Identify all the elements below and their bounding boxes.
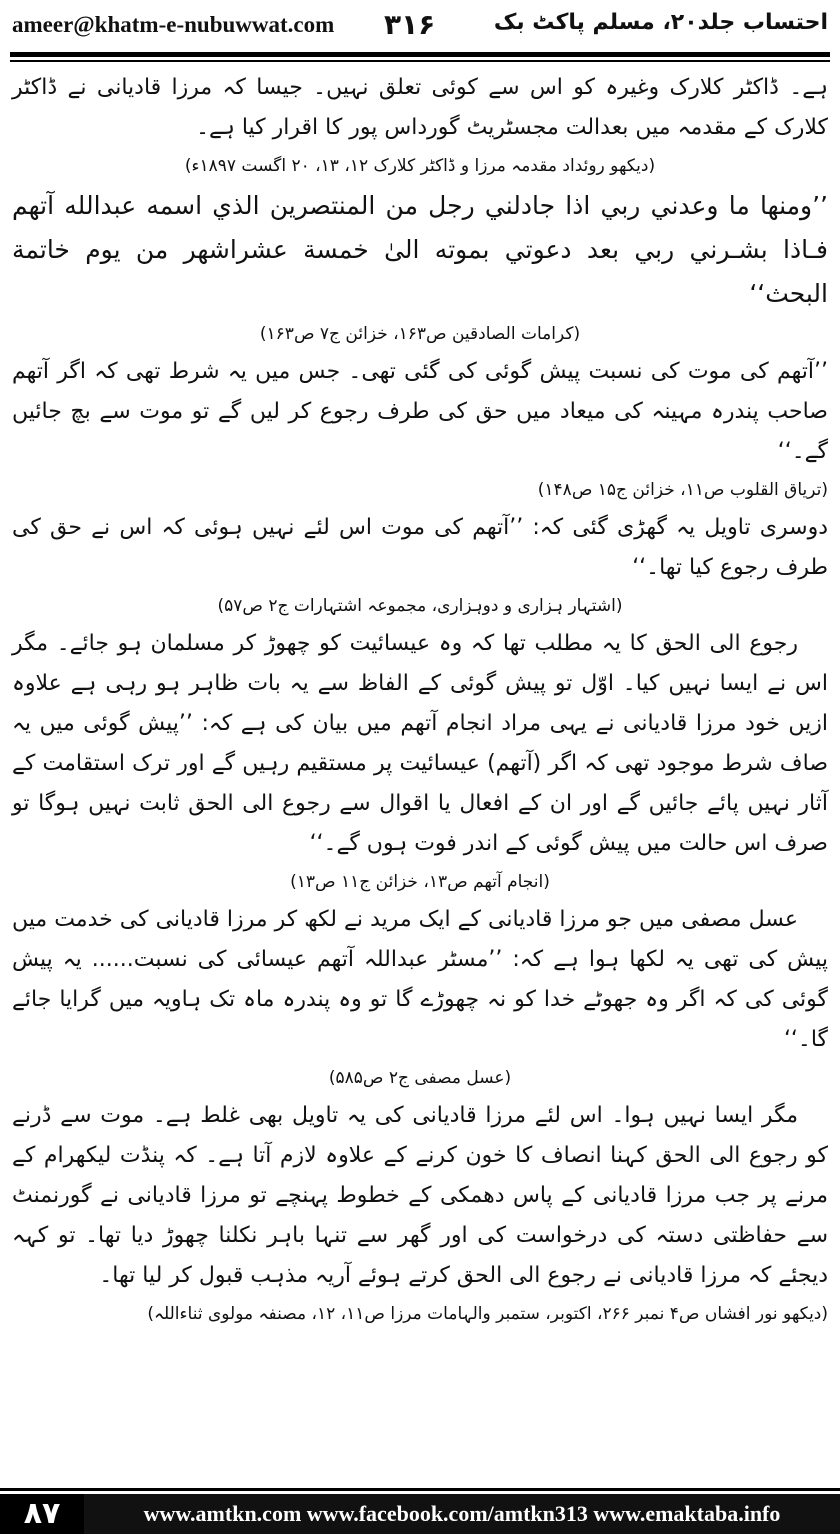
footer-rule bbox=[0, 1488, 840, 1491]
arabic-quote: ’’ومنها ما وعدني ربي اذا جادلني رجل من المنتصرين الذي اسمه عبدالله آتهم فـاذا بشـرني ربي بعد دعوتي بموته الیٰ خمسة عشراشهر من يوم خاتمة البحث‘‘ bbox=[12, 191, 828, 308]
citation-7: (دیکھو نور افشاں ص۴ نمبر ۲۶۶، اکتوبر، ستمبر والہامات مرزا ص۱۱، ۱۲، مصنفہ مولوی ثناءاللہ) bbox=[147, 1304, 828, 1324]
footer-page-number: ۸۷ bbox=[0, 1494, 84, 1534]
footer-links[interactable]: www.amtkn.com www.facebook.com/amtkn313 www.emaktaba.info bbox=[84, 1494, 840, 1534]
paragraph-2: ’’آتھم کی موت کی نسبت پیش گوئی کی گئی تھی۔ جس میں یہ شرط تھی کہ اگر آتھم صاحب پندرہ مہینہ کی میعاد میں حق کی طرف رجوع کر لیں گے تو موت سے بچ جائیں گے۔‘‘ bbox=[12, 359, 828, 464]
page-header bbox=[0, 0, 840, 52]
paragraph-5: عسل مصفی میں جو مرزا قادیانی کے ایک مرید نے لکھ کر مرزا قادیانی کی خدمت میں پیش کی تھی یہ لکھا ہوا ہے کہ: ’’مسٹر عبداللہ آتھم عیسائی کی نسبت...... یہ پیش گوئی کی کہ اگر وہ جھوٹے خدا کو نہ چھوڑے گا تو وہ پندرہ ماہ تک ہاویہ میں گرایا جائے گا۔‘‘ bbox=[12, 907, 828, 1052]
page-footer bbox=[0, 1488, 840, 1540]
header-rule-thin bbox=[10, 60, 830, 62]
page-body bbox=[12, 68, 828, 1332]
citation-4: (اشتہار ہزاری و دوہزاری، مجموعہ اشتہارات ج۲ ص۵۷) bbox=[217, 596, 623, 616]
citation-6: (عسل مصفی ج۲ ص۵۸۵) bbox=[328, 1068, 512, 1088]
citation-2: (کرامات الصادقین ص۱۶۳، خزائن ج۷ ص۱۶۳) bbox=[259, 324, 581, 344]
header-rule-thick bbox=[10, 52, 830, 57]
paragraph-1: ہے۔ ڈاکٹر کلارک وغیرہ کو اس سے کوئی تعلق نہیں۔ جیسا کہ مرزا قادیانی نے ڈاکٹر کلارک کے مقدمہ میں بعدالت مجسٹریٹ گورداس پور کا اقرار کیا ہے۔ bbox=[12, 75, 828, 140]
paragraph-6: مگر ایسا نہیں ہوا۔ اس لئے مرزا قادیانی کی یہ تاویل بھی غلط ہے۔ موت سے ڈرنے کو رجوع الی الحق کہنا انصاف کا خون کرنے کے علاوہ لازم آتا ہے۔ کہ پنڈت لیکھرام کے مرنے پر جب مرزا قادیانی کے پاس دھمکی کے خطوط پہنچے تو مرزا قادیانی نے گورنمنٹ سے حفاظتی دستہ کی درخواست کی اور گھر سے تنہا باہر نکلنا چھوڑ دیا تھا۔ تو کہہ دیجئے کہ مرزا قادیانی نے رجوع الی الحق کرتے ہوئے آریہ مذہب قبول کر لیا تھا۔ bbox=[12, 1103, 828, 1288]
header-page-number: ۳۱۶ bbox=[384, 8, 436, 41]
paragraph-3: دوسری تاویل یہ گھڑی گئی کہ: ’’آتھم کی موت اس لئے نہیں ہوئی کہ اس نے حق کی طرف رجوع کیا تھا۔‘‘ bbox=[12, 515, 828, 580]
citation-5: (انجام آتھم ص۱۳، خزائن ج۱۱ ص۱۳) bbox=[290, 872, 550, 892]
header-book-title: احتساب جلد۲۰، مسلم پاکٹ بک bbox=[493, 10, 828, 35]
citation-1: (دیکھو روئداد مقدمہ مرزا و ڈاکٹر کلارک ۱۲، ۱۳، ۲۰ اگست ۱۸۹۷ء) bbox=[184, 156, 656, 176]
header-email: ameer@khatm-e-nubuwwat.com bbox=[12, 12, 335, 37]
paragraph-4: رجوع الی الحق کا یہ مطلب تھا کہ وہ عیسائیت کو چھوڑ کر مسلمان ہو جائے۔ مگر اس نے ایسا نہیں کیا۔ اوّل تو پیش گوئی کے الفاظ سے یہ بات ظاہر ہو رہی ہے علاوہ ازیں خود مرزا قادیانی نے یہی مراد انجام آتھم میں بیان کی ہے کہ: ’’پیش گوئی میں یہ صاف شرط موجود تھی کہ اگر (آتھم) عیسائیت پر مستقیم رہیں گے اور ترک استقامت کے آثار نہیں پائے جائیں گے اور ان کے افعال یا اقوال سے رجوع الی الحق ثابت نہیں ہوگا تو صرف اس حالت میں پیش گوئی کے اندر فوت ہوں گے۔‘‘ bbox=[12, 631, 828, 856]
citation-3: (تریاق القلوب ص۱۱، خزائن ج۱۵ ص۱۴۸) bbox=[537, 480, 828, 500]
